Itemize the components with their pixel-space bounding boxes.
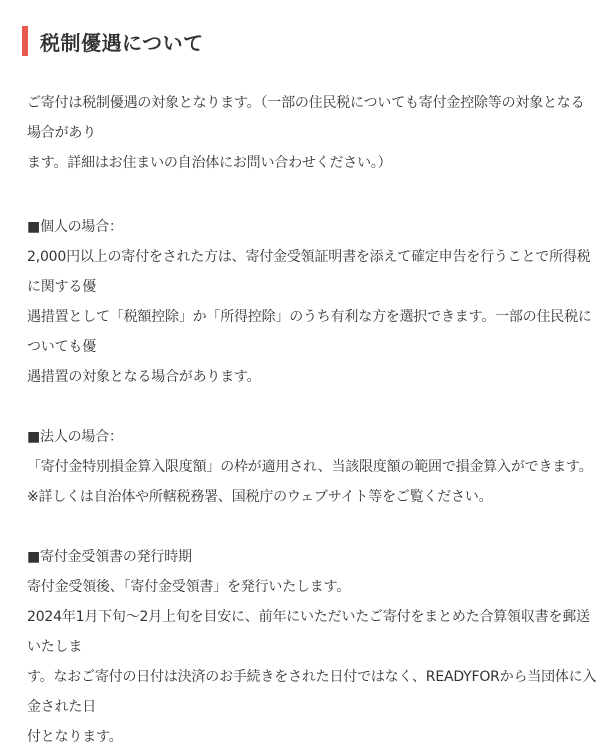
section-heading bbox=[22, 26, 204, 56]
corporate-title: ■法人の場合： bbox=[27, 429, 123, 445]
corporate-line-2: ※詳しくは自治体や所轄税務署、国税庁のウェブサイト等をご覧ください。 bbox=[27, 489, 493, 505]
individual-line-3: 遇措置の対象となる場合があります。 bbox=[27, 369, 261, 385]
section-title: 税制優遇について bbox=[40, 30, 204, 55]
receipt-line-4: 付となります。 bbox=[27, 729, 123, 745]
corporate-line-1: 「寄付金特別損金算入限度額」の枠が適用され、当該限度額の範囲で損金算入ができます。 bbox=[27, 459, 593, 475]
intro-line-1: ご寄付は税制優遇の対象となります。（一部の住民税についても寄付金控除等の対象となる場合があり bbox=[27, 95, 585, 141]
individual-line-1: 2,000円以上の寄付をされた方は、寄付金受領証明書を添えて確定申告を行うことで所得税に関する優 bbox=[27, 249, 591, 295]
receipt-title: ■寄付金受領書の発行時期 bbox=[27, 549, 192, 565]
intro-line-2: ます。詳細はお住まいの自治体にお問い合わせください。） bbox=[27, 155, 392, 171]
receipt-line-1: 寄付金受領後、「寄付金受領書」を発行いたします。 bbox=[27, 579, 351, 595]
spacer bbox=[27, 392, 597, 422]
individual-line-2: 遇措置として「税額控除」か「所得控除」のうち有利な方を選択できます。一部の住民税についても優 bbox=[27, 309, 592, 355]
heading-accent-bar bbox=[22, 26, 28, 56]
individual-title: ■個人の場合： bbox=[27, 219, 123, 235]
receipt-line-2: 2024年1月下旬～2月上旬を目安に、前年にいただいたご寄付をまとめた合算領収書を郵送いたしま bbox=[27, 609, 590, 655]
receipt-line-3: す。なおご寄付の日付は決済のお手続きをされた日付ではなく、READYFORから当団体に入金された日 bbox=[27, 669, 597, 715]
section-body bbox=[27, 88, 597, 752]
spacer bbox=[27, 512, 597, 542]
spacer bbox=[27, 178, 597, 212]
